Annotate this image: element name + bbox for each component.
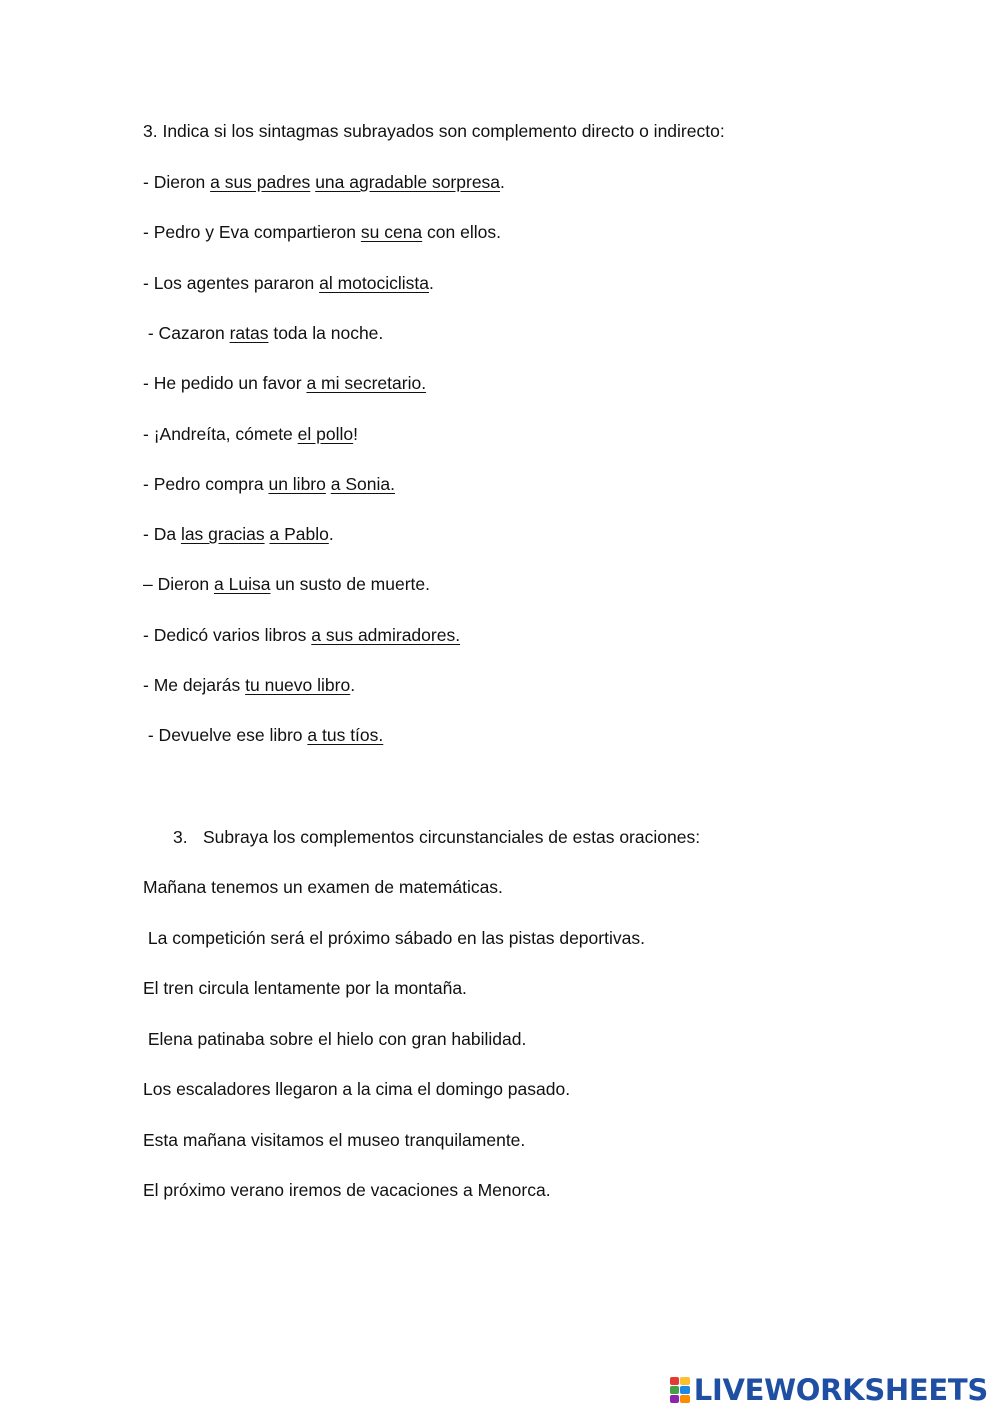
sentence-text: . bbox=[328, 524, 334, 545]
exercise2-sentence: Elena patinaba sobre el hielo con gran habilidad. bbox=[143, 1028, 527, 1049]
sentence-text: - ¡Andreíta, cómete bbox=[143, 423, 298, 444]
sentence-text: - Pedro compra bbox=[143, 473, 269, 494]
underlined-phrase: a Pablo bbox=[269, 524, 329, 545]
sentence-text: . bbox=[350, 675, 356, 695]
sentence-text: - Cazaron bbox=[143, 322, 230, 343]
exercise1-sentence bbox=[143, 523, 334, 545]
exercise1-sentence bbox=[143, 573, 430, 595]
underlined-phrase: a sus admiradores. bbox=[311, 624, 461, 645]
section2-number: 3. bbox=[173, 827, 188, 847]
liveworksheets-logo-icon bbox=[670, 1377, 690, 1403]
underlined-phrase: a sus padres bbox=[210, 172, 311, 192]
exercise1-sentence bbox=[143, 473, 395, 495]
exercise1-sentence bbox=[143, 372, 426, 394]
underlined-phrase: a tus tíos. bbox=[307, 725, 384, 746]
exercise2-sentence: La competición será el próximo sábado en las pistas deportivas. bbox=[143, 927, 645, 948]
underlined-phrase: su cena bbox=[360, 222, 423, 243]
sentence-text: - He pedido un favor bbox=[143, 373, 307, 394]
sentence-text: . bbox=[500, 172, 505, 192]
exercise1-sentence bbox=[143, 322, 383, 344]
underlined-phrase: al motociclista bbox=[319, 272, 429, 293]
exercise1-sentence bbox=[143, 171, 505, 193]
sentence-text: - Da bbox=[143, 524, 181, 545]
logo-text: LIVEWORKSHEETS bbox=[693, 1373, 988, 1407]
sentence-text: - Pedro y Eva compartieron bbox=[143, 222, 361, 243]
underlined-phrase: tu nuevo libro bbox=[245, 675, 351, 695]
underlined-phrase: a mi secretario. bbox=[306, 373, 427, 394]
section1-title: 3. Indica si los sintagmas subrayados son complemento directo o indirecto: bbox=[143, 121, 725, 141]
logo-square bbox=[680, 1386, 690, 1394]
logo-square bbox=[670, 1386, 680, 1394]
exercise2-sentence: El tren circula lentamente por la montaña. bbox=[143, 978, 467, 998]
logo-square bbox=[680, 1377, 690, 1385]
exercise2-sentence: El próximo verano iremos de vacaciones a Menorca. bbox=[143, 1180, 551, 1200]
sentence-text: - Los agentes pararon bbox=[143, 272, 320, 293]
exercise1-sentence bbox=[143, 272, 434, 294]
underlined-phrase: a Luisa bbox=[214, 574, 271, 595]
logo-square bbox=[670, 1395, 680, 1403]
exercise2-sentence: Esta mañana visitamos el museo tranquilamente. bbox=[143, 1129, 526, 1150]
section2-title: Subraya los complementos circunstanciales de estas oraciones: bbox=[203, 827, 701, 847]
exercise1-sentence bbox=[143, 674, 355, 696]
exercise2-sentence: Los escaladores llegaron a la cima el domingo pasado. bbox=[143, 1079, 571, 1099]
exercise1-sentence bbox=[143, 423, 358, 445]
liveworksheets-logo[interactable] bbox=[670, 1374, 988, 1406]
underlined-phrase: una agradable sorpresa bbox=[315, 172, 501, 192]
underlined-phrase: ratas bbox=[229, 322, 269, 343]
sentence-text: toda la noche. bbox=[268, 322, 384, 343]
sentence-text: - Devuelve ese libro bbox=[143, 725, 308, 746]
underlined-phrase: un libro bbox=[268, 473, 326, 494]
sentence-text: - Me dejarás bbox=[143, 675, 246, 695]
sentence-text: . bbox=[429, 272, 434, 293]
underlined-phrase: las gracias bbox=[180, 524, 265, 545]
exercise1-sentence bbox=[143, 624, 460, 646]
underlined-phrase: a Sonia. bbox=[330, 473, 395, 494]
logo-square bbox=[680, 1395, 690, 1403]
sentence-text: ! bbox=[353, 423, 358, 444]
underlined-phrase: el pollo bbox=[297, 423, 354, 444]
exercise2-sentence: Mañana tenemos un examen de matemáticas. bbox=[143, 877, 503, 897]
logo-square bbox=[670, 1377, 680, 1385]
sentence-text: un susto de muerte. bbox=[270, 574, 430, 595]
exercise1-sentence bbox=[143, 724, 383, 746]
exercise1-sentence bbox=[143, 221, 501, 243]
sentence-text: - Dieron bbox=[143, 172, 211, 192]
sentence-text: con ellos. bbox=[422, 222, 501, 243]
sentence-text: - Dedicó varios libros bbox=[143, 624, 312, 645]
sentence-text: – Dieron bbox=[143, 574, 215, 595]
